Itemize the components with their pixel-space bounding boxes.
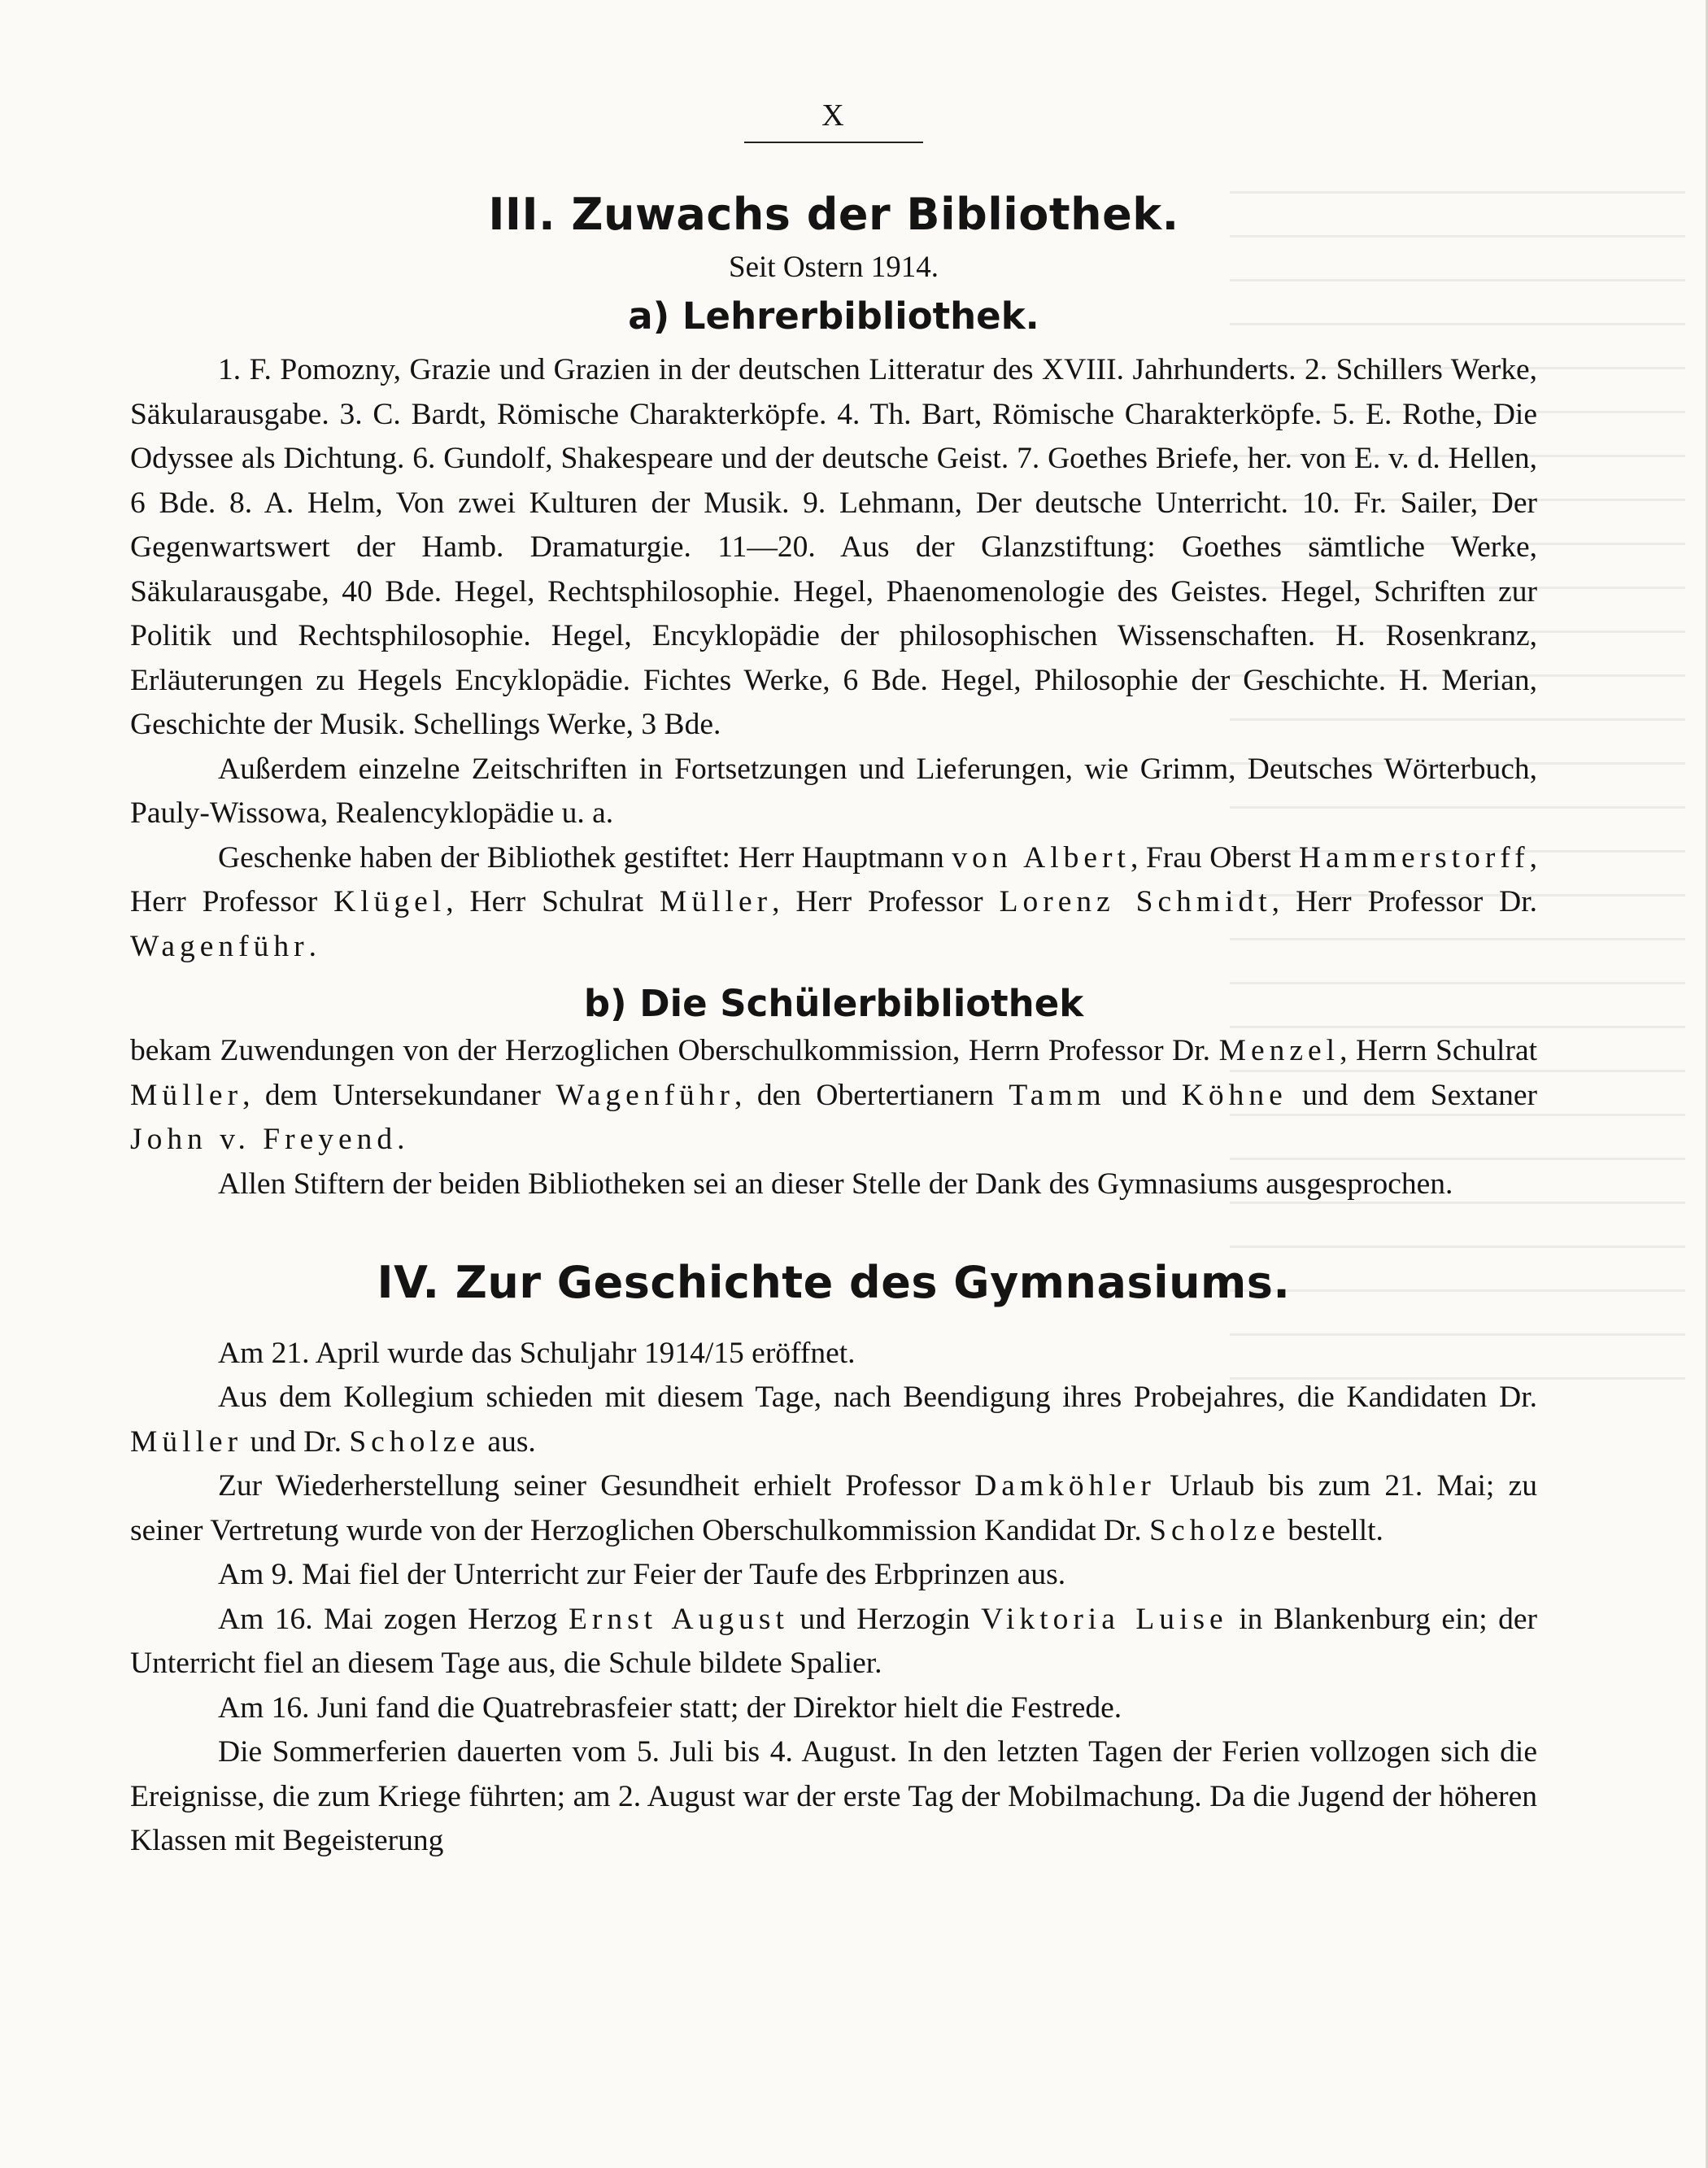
- periodicals-paragraph: Außerdem einzelne Zeitschriften in Fortsetzungen und Lieferungen, wie Grimm, Deutsches Wörterbuch, Pauly-Wissowa, Realencyklopädie u. a.: [130, 752, 1537, 831]
- document-page: [130, 98, 1537, 2115]
- person-name: Müller: [130, 1424, 243, 1459]
- donor-name: Müller: [130, 1078, 243, 1112]
- section-subtitle: Seit Ostern 1914.: [729, 251, 939, 285]
- history-paragraph: Aus dem Kollegium schieden mit diesem Tage, nach Beendigung ihres Probejahres, die Kandidaten Dr. Müller und Dr. Scholze aus.: [130, 1381, 1537, 1459]
- donor-name: Lorenz Schmidt: [999, 885, 1272, 919]
- history-paragraph: Am 16. Mai zogen Herzog Ernst August und Herzogin Viktoria Luise in Blankenburg ein; der Unterricht fiel an diesem Tage aus, die Schule bildete Spalier.: [130, 1602, 1537, 1681]
- history-paragraph: Die Sommerferien dauerten vom 5. Juli bis 4. August. In den letzten Tagen der Ferien vollzogen sich die Ereignisse, die zum Kriege führten; am 2. August war der erste Tag der Mobilmachung. Da die Jugend der höheren Klassen mit Begeisterung: [130, 1735, 1537, 1858]
- donor-name: Hammerstorff: [1298, 840, 1530, 875]
- donor-name: Müller: [660, 885, 773, 919]
- person-name: Scholze: [1149, 1513, 1280, 1547]
- donor-name: Tamm: [1009, 1078, 1106, 1112]
- donor-name: Wagenführ: [130, 929, 309, 963]
- teacher-library-list: 1. F. Pomozny, Grazie und Grazien in der deutschen Litteratur des XVIII. Jahrhunderts. 2. Schillers Werke, Säkularausgabe. 3. C. Bardt, Römische Charakterköpfe. 4. Th. Bart, Römische Charakterköpfe. 5. E. Rothe, Die Odyssee als Dichtung. 6. Gundolf, Shakespeare und der deutsche Geist. 7. Goethes Briefe, her. von E. v. d. Hellen, 6 Bde. 8. A. Helm, Von zwei Kulturen der Musik. 9. Lehmann, Der deutsche Unterricht. 10. Fr. Sailer, Der Gegenwartswert der Hamb. Dramaturgie. 11—20. Aus der Glanzstiftung: Goethes sämtliche Werke, Säkularausgabe, 40 Bde. Hegel, Rechtsphilosophie. Hegel, Phaenomenologie des Geistes. Hegel, Schriften zur Politik und Rechtsphilosophie. Hegel, Encyklopädie der philosophischen Wissenschaften. H. Rosenkranz, Erläuterungen zu Hegels Encyklopädie. Fichtes Werke, 6 Bde. Hegel, Philosophie der Geschichte. H. Merian, Geschichte der Musik. Schellings Werke, 3 Bde.: [130, 353, 1537, 742]
- donor-name: Klügel: [333, 885, 447, 919]
- donor-name: von Albert: [952, 840, 1131, 875]
- history-paragraph: Am 21. April wurde das Schuljahr 1914/15 eröffnet.: [218, 1336, 856, 1370]
- history-paragraph: Am 16. Juni fand die Quatrebrasfeier statt; der Direktor hielt die Festrede.: [218, 1690, 1122, 1725]
- donor-name: Menzel: [1218, 1034, 1340, 1068]
- subsection-title-student-library: b) Die Schülerbibliothek: [583, 982, 1084, 1026]
- person-name: Damköhler: [974, 1469, 1156, 1503]
- student-library-paragraph: bekam Zuwendungen von der Herzoglichen Oberschulkommission, Herrn Professor Dr. Menzel, Herrn Schulrat Müller, dem Untersekundaner Wagenführ, den Obertertianern Tamm und Köhne und dem Sextaner John v. Freyend.: [130, 1034, 1538, 1157]
- person-name: Scholze: [349, 1424, 481, 1459]
- page-number: X: [744, 98, 923, 143]
- donor-name: Köhne: [1181, 1078, 1288, 1112]
- history-paragraph: Zur Wiederherstellung seiner Gesundheit erhielt Professor Damköhler Urlaub bis zum 21. Mai; zu seiner Vertretung wurde von der Herzoglichen Oberschulkommission Kandidat Dr. Scholze bestellt.: [130, 1469, 1537, 1547]
- section-title-library: III. Zuwachs der Bibliothek.: [488, 189, 1179, 240]
- donors-paragraph: Geschenke haben der Bibliothek gestiftet: Herr Hauptmann von Albert, Frau Oberst Hammerstorff, Herr Professor Klügel, Herr Schulrat Müller, Herr Professor Lorenz Schmidt, Herr Professor Dr. Wagenführ.: [130, 840, 1537, 963]
- donor-name: Wagenführ: [556, 1078, 735, 1112]
- person-name: Viktoria Luise: [981, 1602, 1228, 1636]
- history-paragraph: Am 9. Mai fiel der Unterricht zur Feier der Taufe des Erbprinzen aus.: [218, 1558, 1066, 1592]
- thanks-paragraph: Allen Stiftern der beiden Bibliotheken sei an dieser Stelle der Dank des Gymnasiums ausgesprochen.: [218, 1167, 1453, 1201]
- subsection-title-teacher-library: a) Lehrerbibliothek.: [628, 294, 1039, 338]
- person-name: Ernst August: [568, 1602, 789, 1636]
- section-title-history: IV. Zur Geschichte des Gymnasiums.: [377, 1257, 1291, 1309]
- donor-name: John v. Freyend: [130, 1123, 398, 1157]
